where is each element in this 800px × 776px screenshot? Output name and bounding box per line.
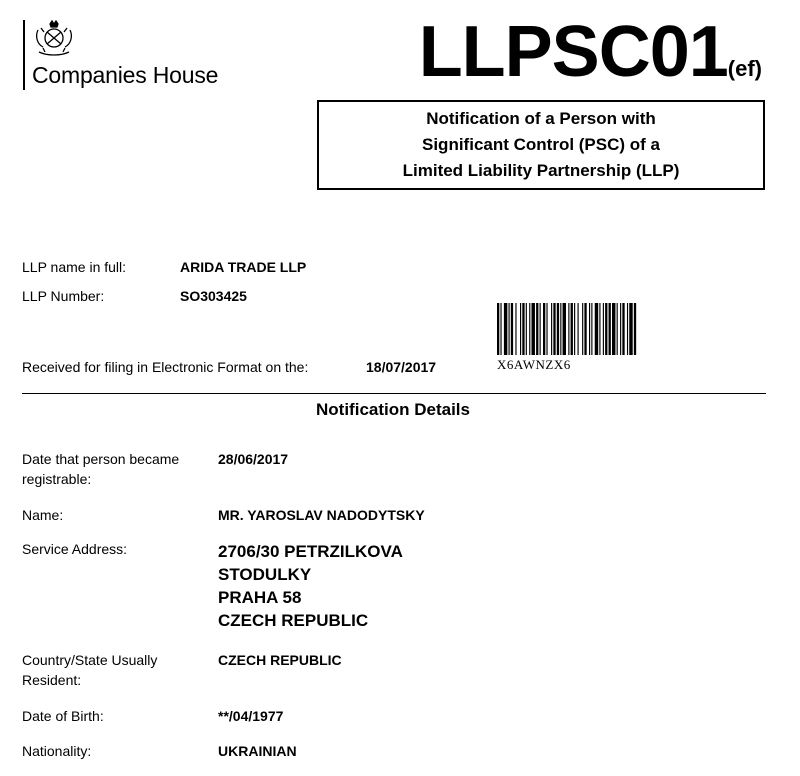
barcode-bar <box>522 303 524 355</box>
form-code-suffix: (ef) <box>727 56 762 81</box>
barcode-bar <box>515 303 516 355</box>
llp-number-value: SO303425 <box>180 288 247 304</box>
barcode-bar <box>578 303 579 355</box>
barcode-bar <box>599 303 600 355</box>
service-address-label: Service Address: <box>22 541 128 557</box>
organisation-name: Companies House <box>32 62 219 88</box>
form-code-main: LLPSC01 <box>418 12 728 92</box>
section-title: Notification Details <box>316 400 470 419</box>
barcode-bar <box>609 303 611 355</box>
service-address <box>218 540 403 632</box>
person-name-label: Name: <box>22 507 64 523</box>
form-title-line-1: Notification of a Person with <box>426 109 656 128</box>
barcode-bar <box>540 303 541 355</box>
barcode-bar <box>629 303 632 355</box>
barcode-bar <box>591 303 592 355</box>
barcode-bar <box>511 303 513 355</box>
barcode-bar <box>589 303 590 355</box>
barcode-bar <box>603 303 604 355</box>
barcode-bar <box>622 303 624 355</box>
nationality-value: UKRAINIAN <box>218 743 297 759</box>
barcode-bar <box>612 303 615 355</box>
section-divider <box>22 393 766 394</box>
barcode-bar <box>582 303 583 355</box>
address-line: 2706/30 PETRZILKOVA <box>218 542 403 561</box>
barcode-bar <box>529 303 530 355</box>
barcode-bar <box>546 303 547 355</box>
residence-label-line-2: Resident: <box>22 672 82 688</box>
received-date: 18/07/2017 <box>366 359 437 375</box>
address-line: STODULKY <box>218 565 312 584</box>
barcode-bar <box>627 303 628 355</box>
registrable-label-line-2: registrable: <box>22 471 92 487</box>
form-title <box>403 106 680 184</box>
address-line: CZECH REPUBLIC <box>218 611 369 630</box>
barcode-bar <box>504 303 507 355</box>
residence-label-line-1: Country/State Usually <box>22 652 158 668</box>
dob-value: **/04/1977 <box>218 708 284 724</box>
barcode-bar <box>584 303 586 355</box>
residence-label <box>22 650 157 690</box>
barcode-bar <box>617 303 618 355</box>
barcode-bar <box>509 303 510 355</box>
barcode-bar <box>520 303 521 355</box>
address-line: PRAHA 58 <box>218 588 302 607</box>
barcode-bar <box>560 303 561 355</box>
registrable-label-line-1: Date that person became <box>22 451 180 467</box>
barcode-bar <box>563 303 566 355</box>
barcode-bar <box>532 303 535 355</box>
barcode <box>497 303 762 355</box>
person-name: MR. YAROSLAV NADODYTSKY <box>218 507 425 523</box>
logo-divider <box>23 20 25 90</box>
llp-number-label: LLP Number: <box>22 288 105 304</box>
registrable-label <box>22 449 179 489</box>
barcode-bar <box>595 303 598 355</box>
form-title-line-2: Significant Control (PSC) of a <box>422 135 660 154</box>
barcode-bar <box>553 303 555 355</box>
nationality-label: Nationality: <box>22 743 92 759</box>
barcode-bar <box>605 303 607 355</box>
dob-label: Date of Birth: <box>22 708 104 724</box>
llp-name-value: ARIDA TRADE LLP <box>180 259 307 275</box>
form-title-line-3: Limited Liability Partnership (LLP) <box>402 161 680 180</box>
form-code <box>418 12 762 92</box>
llp-name-label: LLP name in full: <box>22 259 127 275</box>
barcode-bar <box>497 303 499 355</box>
residence-value: CZECH REPUBLIC <box>218 652 342 668</box>
barcode-bar <box>574 303 575 355</box>
barcode-bar <box>557 303 559 355</box>
barcode-bar <box>620 303 621 355</box>
form-title-box <box>317 100 765 190</box>
barcode-bar <box>551 303 552 355</box>
barcode-bar <box>568 303 569 355</box>
barcode-bar <box>526 303 527 355</box>
barcode-bar <box>543 303 545 355</box>
received-label: Received for filing in Electronic Format on the: <box>22 359 309 375</box>
barcode-bar <box>536 303 538 355</box>
barcode-bar <box>634 303 636 355</box>
barcode-bar <box>571 303 573 355</box>
royal-crest-icon <box>33 20 75 58</box>
barcode-text: X6AWNZX6 <box>497 357 571 372</box>
barcode-bar <box>500 303 501 355</box>
registrable-date: 28/06/2017 <box>218 451 289 467</box>
